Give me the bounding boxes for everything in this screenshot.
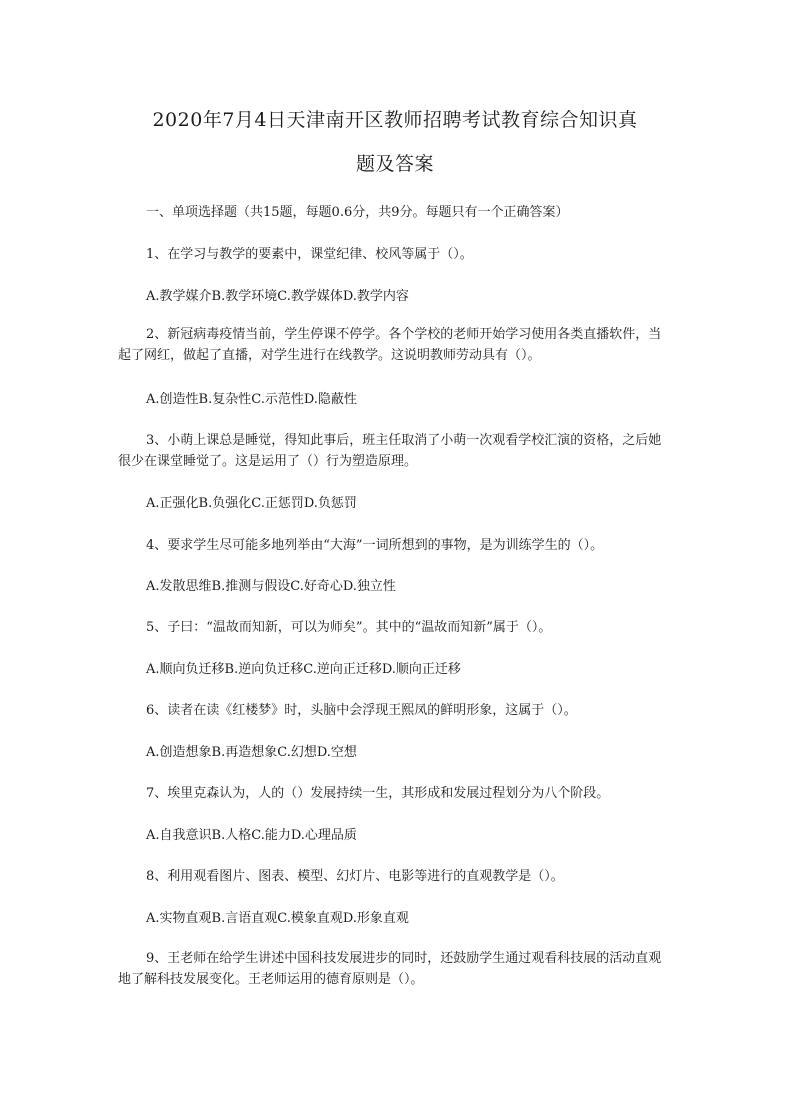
section-heading: 一、单项选择题（共15题，每题0.6分，共9分。每题只有一个正确答案） (146, 205, 569, 220)
document-title-line-1: 2020年7月4日天津南开区教师招聘考试教育综合知识真 (152, 109, 638, 131)
question-3-stem: 3、小萌上课总是睡觉，得知此事后，班主任取消了小萌一次观看学校汇演的资格，之后她很少在课堂睡觉了。这是运用了（）行为塑造原理。 (118, 433, 662, 469)
question-2-options: A.创造性B.复杂性C.示范性D.隐蔽性 (146, 392, 357, 407)
question-1-stem: 1、在学习与教学的要素中，课堂纪律、校风等属于（）。 (146, 247, 473, 262)
question-7-options: A.自我意识B.人格C.能力D.心理品质 (146, 828, 357, 843)
question-8-options: A.实物直观B.言语直观C.模象直观D.形象直观 (146, 911, 409, 926)
question-1-options: A.教学媒介B.教学环境C.教学媒体D.教学内容 (146, 289, 409, 304)
question-8-stem: 8、利用观看图片、图表、模型、幻灯片、电影等进行的直观教学是（）。 (146, 869, 564, 884)
question-9-stem: 9、王老师在给学生讲述中国科技发展进步的同时，还鼓励学生通过观看科技展的活动直观地了解科技发展变化。王老师运用的德育原则是（）。 (118, 951, 662, 987)
question-7-stem: 7、埃里克森认为，人的（）发展持续一生，其形成和发展过程划分为八个阶段。 (146, 786, 610, 801)
question-4-options: A.发散思维B.推测与假设C.好奇心D.独立性 (146, 579, 396, 594)
question-2-stem: 2、新冠病毒疫情当前，学生停课不停学。各个学校的老师开始学习使用各类直播软件，当起了网红，做起了直播，对学生进行在线教学。这说明教师劳动具有（）。 (118, 327, 662, 363)
question-4-stem: 4、要求学生尽可能多地列举由“大海”一词所想到的事物，是为训练学生的（）。 (146, 538, 604, 553)
question-6-stem: 6、读者在读《红楼梦》时，头脑中会浮现王熙凤的鲜明形象，这属于（）。 (146, 703, 577, 718)
document-title-line-2: 题及答案 (355, 153, 434, 175)
question-3-options: A.正强化B.负强化C.正惩罚D.负惩罚 (146, 496, 357, 511)
question-5-options: A.顺向负迁移B.逆向负迁移C.逆向正迁移D.顺向正迁移 (146, 662, 461, 677)
question-5-stem: 5、子曰：“温故而知新，可以为师矣”。其中的“温故而知新”属于（）。 (146, 620, 552, 635)
question-6-options: A.创造想象B.再造想象C.幻想D.空想 (146, 745, 357, 760)
